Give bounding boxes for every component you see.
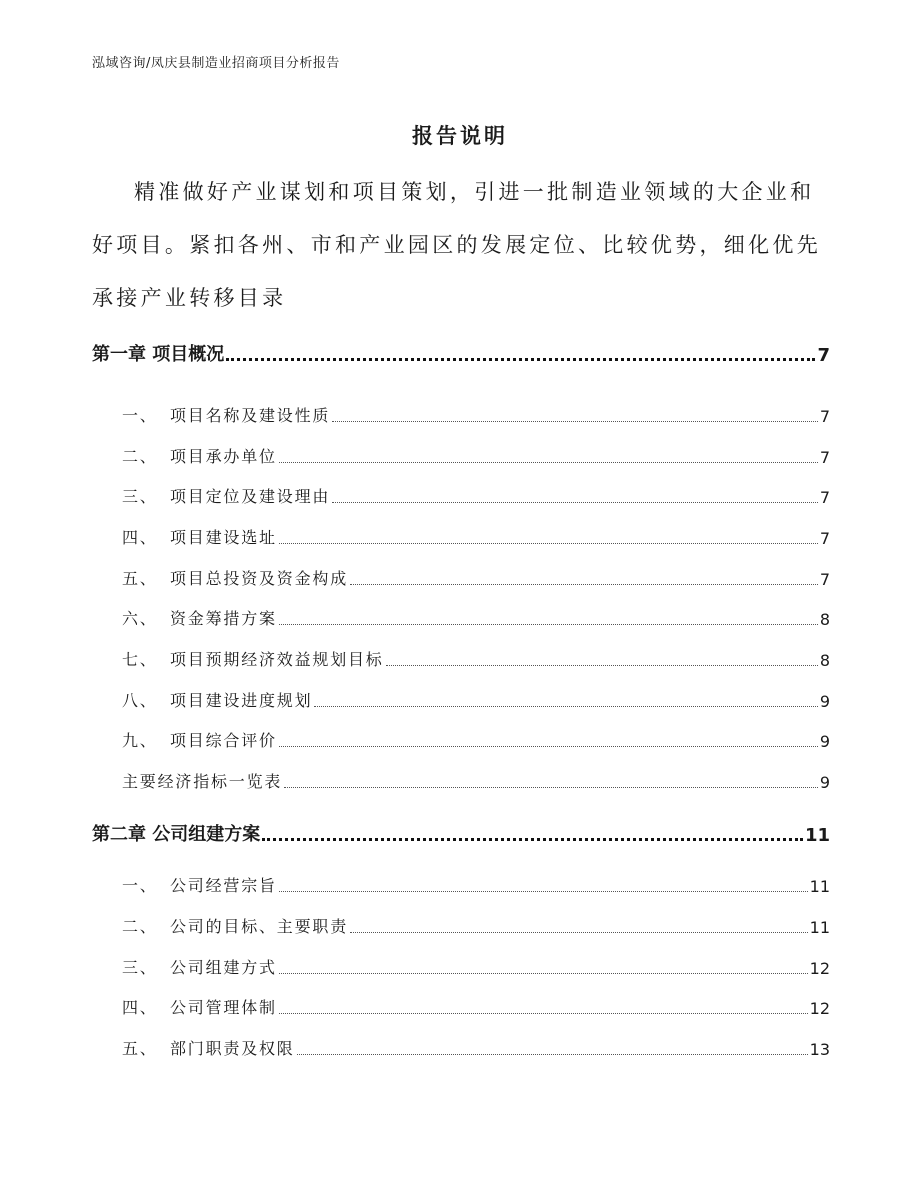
toc-item-label: 项目建设进度规划 (170, 691, 313, 710)
toc-page-number: 7 (819, 407, 830, 426)
toc-item-number: 一、 (122, 876, 158, 895)
toc-chapter-2[interactable] (92, 820, 830, 846)
toc-page-number: 9 (819, 773, 830, 792)
toc-item-label: 主要经济指标一览表 (122, 772, 283, 791)
toc-item-number: 三、 (122, 958, 158, 977)
toc-leader (314, 706, 817, 707)
toc-page-number: 13 (809, 1040, 830, 1059)
toc-page-number: 7 (817, 345, 830, 366)
toc-item[interactable] (122, 525, 830, 548)
toc-item-label: 项目承办单位 (170, 447, 277, 466)
toc-page-number: 8 (819, 651, 830, 670)
toc-item[interactable] (122, 647, 830, 670)
toc-item-label: 项目名称及建设性质 (170, 406, 331, 425)
toc-leader (262, 838, 803, 841)
toc-item-label: 项目定位及建设理由 (170, 487, 331, 506)
toc-page-number: 7 (819, 488, 830, 507)
running-header: 泓域咨询/凤庆县制造业招商项目分析报告 (92, 56, 340, 71)
toc-item[interactable] (122, 403, 830, 426)
toc-leader (279, 746, 818, 747)
toc-item-number: 四、 (122, 528, 158, 547)
toc-page-number: 7 (819, 529, 830, 548)
toc-page-number: 8 (819, 610, 830, 629)
toc-leader (350, 932, 808, 933)
toc-leader (297, 1054, 808, 1055)
toc-page-number: 7 (819, 448, 830, 467)
toc-chapter-label: 第二章 公司组建方案 (92, 824, 261, 845)
toc-leader (226, 358, 815, 361)
toc-item-number: 二、 (122, 917, 158, 936)
toc-item-number: 一、 (122, 406, 158, 425)
toc-page-number: 7 (819, 570, 830, 589)
toc-page-number: 12 (809, 999, 830, 1018)
toc-leader (279, 973, 808, 974)
toc-item-label: 项目综合评价 (170, 731, 277, 750)
toc-item[interactable] (122, 444, 830, 467)
toc-item[interactable] (122, 688, 830, 711)
toc-item[interactable] (122, 769, 830, 792)
toc-page-number: 12 (809, 959, 830, 978)
toc-item-number: 七、 (122, 650, 158, 669)
toc-item[interactable] (122, 955, 830, 978)
toc-item-label: 公司经营宗旨 (170, 876, 277, 895)
toc-leader (332, 502, 818, 503)
toc-item-label: 项目预期经济效益规划目标 (170, 650, 384, 669)
toc-item-label: 部门职责及权限 (170, 1039, 295, 1058)
toc-leader (350, 584, 818, 585)
toc-leader (386, 665, 818, 666)
toc-item-number: 五、 (122, 569, 158, 588)
toc-page-number: 11 (809, 877, 830, 896)
toc-page-number: 9 (819, 692, 830, 711)
toc-item-number: 四、 (122, 998, 158, 1017)
toc-item[interactable] (122, 873, 830, 896)
toc-item[interactable] (122, 484, 830, 507)
toc-item-label: 资金筹措方案 (170, 609, 277, 628)
toc-item-number: 三、 (122, 487, 158, 506)
toc-item-number: 九、 (122, 731, 158, 750)
toc-item-label: 项目建设选址 (170, 528, 277, 547)
toc-page-number: 11 (804, 825, 830, 846)
toc-item[interactable] (122, 606, 830, 629)
toc-leader (279, 1013, 808, 1014)
toc-item[interactable] (122, 995, 830, 1018)
toc-item[interactable] (122, 914, 830, 937)
page-title: 报告说明 (412, 124, 508, 148)
toc-item-label: 公司管理体制 (170, 998, 277, 1017)
toc-item-number: 八、 (122, 691, 158, 710)
toc-page-number: 9 (819, 732, 830, 751)
toc-item-label: 公司的目标、主要职责 (170, 917, 349, 936)
toc-item[interactable] (122, 566, 830, 589)
toc-item-label: 项目总投资及资金构成 (170, 569, 349, 588)
toc-item-number: 五、 (122, 1039, 158, 1058)
toc-item-number: 二、 (122, 447, 158, 466)
toc-page-number: 11 (809, 918, 830, 937)
toc-leader (279, 543, 818, 544)
toc-item[interactable] (122, 1036, 830, 1059)
toc-item-label: 公司组建方式 (170, 958, 277, 977)
toc-item-number: 六、 (122, 609, 158, 628)
toc-leader (332, 421, 818, 422)
toc-chapter-1[interactable] (92, 340, 830, 366)
intro-paragraph: 精准做好产业谋划和项目策划，引进一批制造业领域的大企业和好项目。紧扣各州、市和产业园区的发展定位、比较优势，细化优先承接产业转移目录 (92, 180, 821, 310)
toc-leader (279, 462, 818, 463)
toc-leader (284, 787, 818, 788)
toc-leader (279, 624, 818, 625)
toc-leader (279, 891, 808, 892)
toc-chapter-label: 第一章 项目概况 (92, 344, 225, 365)
toc-item[interactable] (122, 728, 830, 751)
